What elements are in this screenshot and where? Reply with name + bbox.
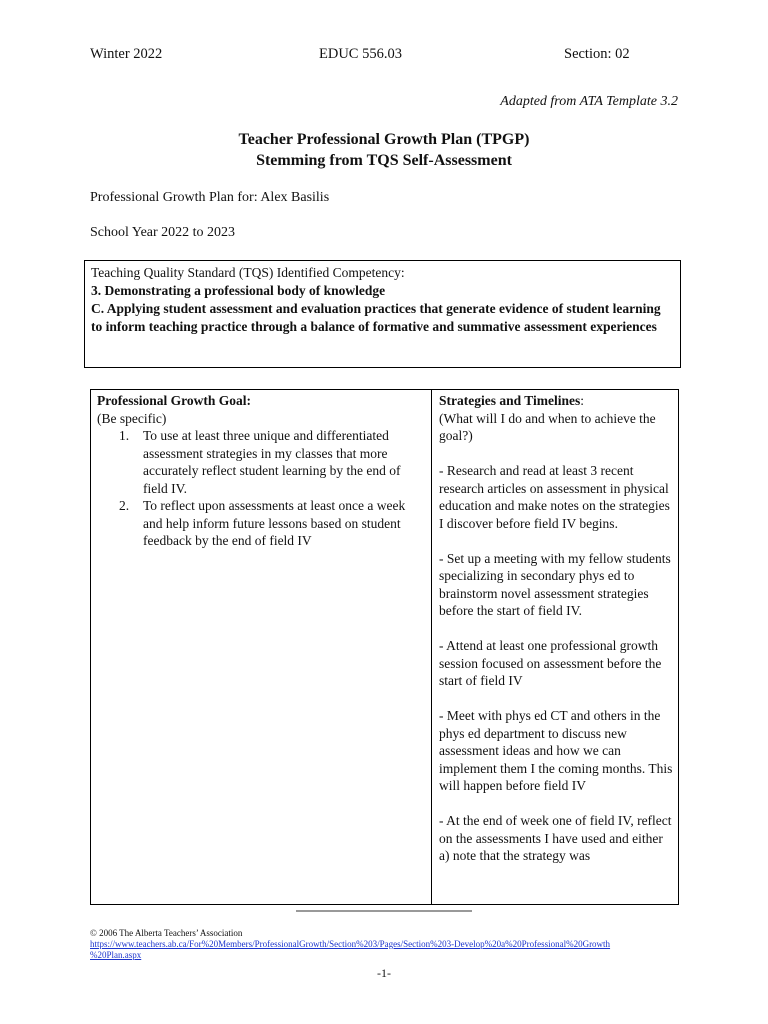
- source-link[interactable]: https://www.teachers.ab.ca/For%20Members/ProfessionalGrowth/Section%203/Pages/Section%203-Develop%20a%20Professional%20Growth: [90, 939, 611, 949]
- strategy-item: - Set up a meeting with my fellow students specializing in secondary phys ed to brainstorm novel assessment strategies before the start of field IV.: [439, 550, 671, 618]
- footer-link-line2[interactable]: [90, 950, 141, 960]
- strategies-subheading: (What will I do and when to achieve the goal?): [439, 410, 656, 443]
- footer-link-line1[interactable]: [90, 939, 610, 949]
- goal-item-text: To reflect upon assessments at least once a week and help inform future lessons based on student feedback by the end of field IV: [143, 498, 406, 548]
- page-number: -1-: [377, 966, 391, 980]
- tqs-competency-box: [84, 260, 681, 368]
- goal-item-text: To use at least three unique and differentiated assessment strategies in my classes that more accurately reflect student learning by the end of field IV.: [143, 428, 401, 496]
- goal-item: [97, 497, 425, 550]
- growth-plan-table: [90, 389, 679, 905]
- goal-heading: Professional Growth Goal:: [97, 393, 251, 408]
- goal-subheading: (Be specific): [97, 410, 167, 426]
- strategies-column: [433, 390, 679, 904]
- header-term: Winter 2022: [90, 46, 163, 62]
- header-course: EDUC 556.03: [319, 46, 402, 62]
- tqs-competency: 3. Demonstrating a professional body of knowledge: [91, 283, 386, 298]
- page-divider: [296, 910, 472, 912]
- strategies-heading-text: Strategies and Timelines: [439, 393, 581, 408]
- strategies-heading-colon: :: [580, 393, 585, 408]
- strategies-heading: [439, 392, 673, 410]
- goal-item-number: 2.: [119, 498, 130, 513]
- strategy-item: - Research and read at least 3 recent research articles on assessment in physical education and make notes on the strategies I discover before field IV begins.: [439, 463, 670, 531]
- strategy-item: - Meet with phys ed CT and others in the phys ed department to discuss new assessment ideas and how we can implement them I the coming months. This will happen before field IV: [439, 708, 673, 793]
- goal-column: [91, 390, 432, 904]
- plan-for: Professional Growth Plan for: Alex Basilis: [90, 190, 330, 205]
- header-section: Section: 02: [564, 46, 630, 62]
- strategy-item: - At the end of week one of field IV, reflect on the assessments I have used and either a) note that the strategy was: [439, 813, 672, 863]
- footer-copyright: © 2006 The Alberta Teachers’ Association: [90, 928, 243, 938]
- tqs-label: Teaching Quality Standard (TQS) Identified Competency:: [91, 265, 405, 280]
- strategy-item: - Attend at least one professional growth session focused on assessment before the start of field IV: [439, 638, 662, 688]
- tqs-detail: C. Applying student assessment and evaluation practices that generate evidence of student learning to inform teaching practice through a balance of formative and summative assessment experiences: [91, 301, 661, 334]
- goal-list: [97, 427, 425, 550]
- goal-item-number: 1.: [119, 428, 130, 443]
- document-title: Teacher Professional Growth Plan (TPGP): [238, 131, 530, 148]
- goal-item: [97, 427, 425, 497]
- document-subtitle: Stemming from TQS Self-Assessment: [256, 152, 512, 169]
- source-link-continued[interactable]: %20Plan.aspx: [90, 950, 142, 960]
- school-year: School Year 2022 to 2023: [90, 225, 236, 240]
- adapted-note: Adapted from ATA Template 3.2: [500, 94, 678, 109]
